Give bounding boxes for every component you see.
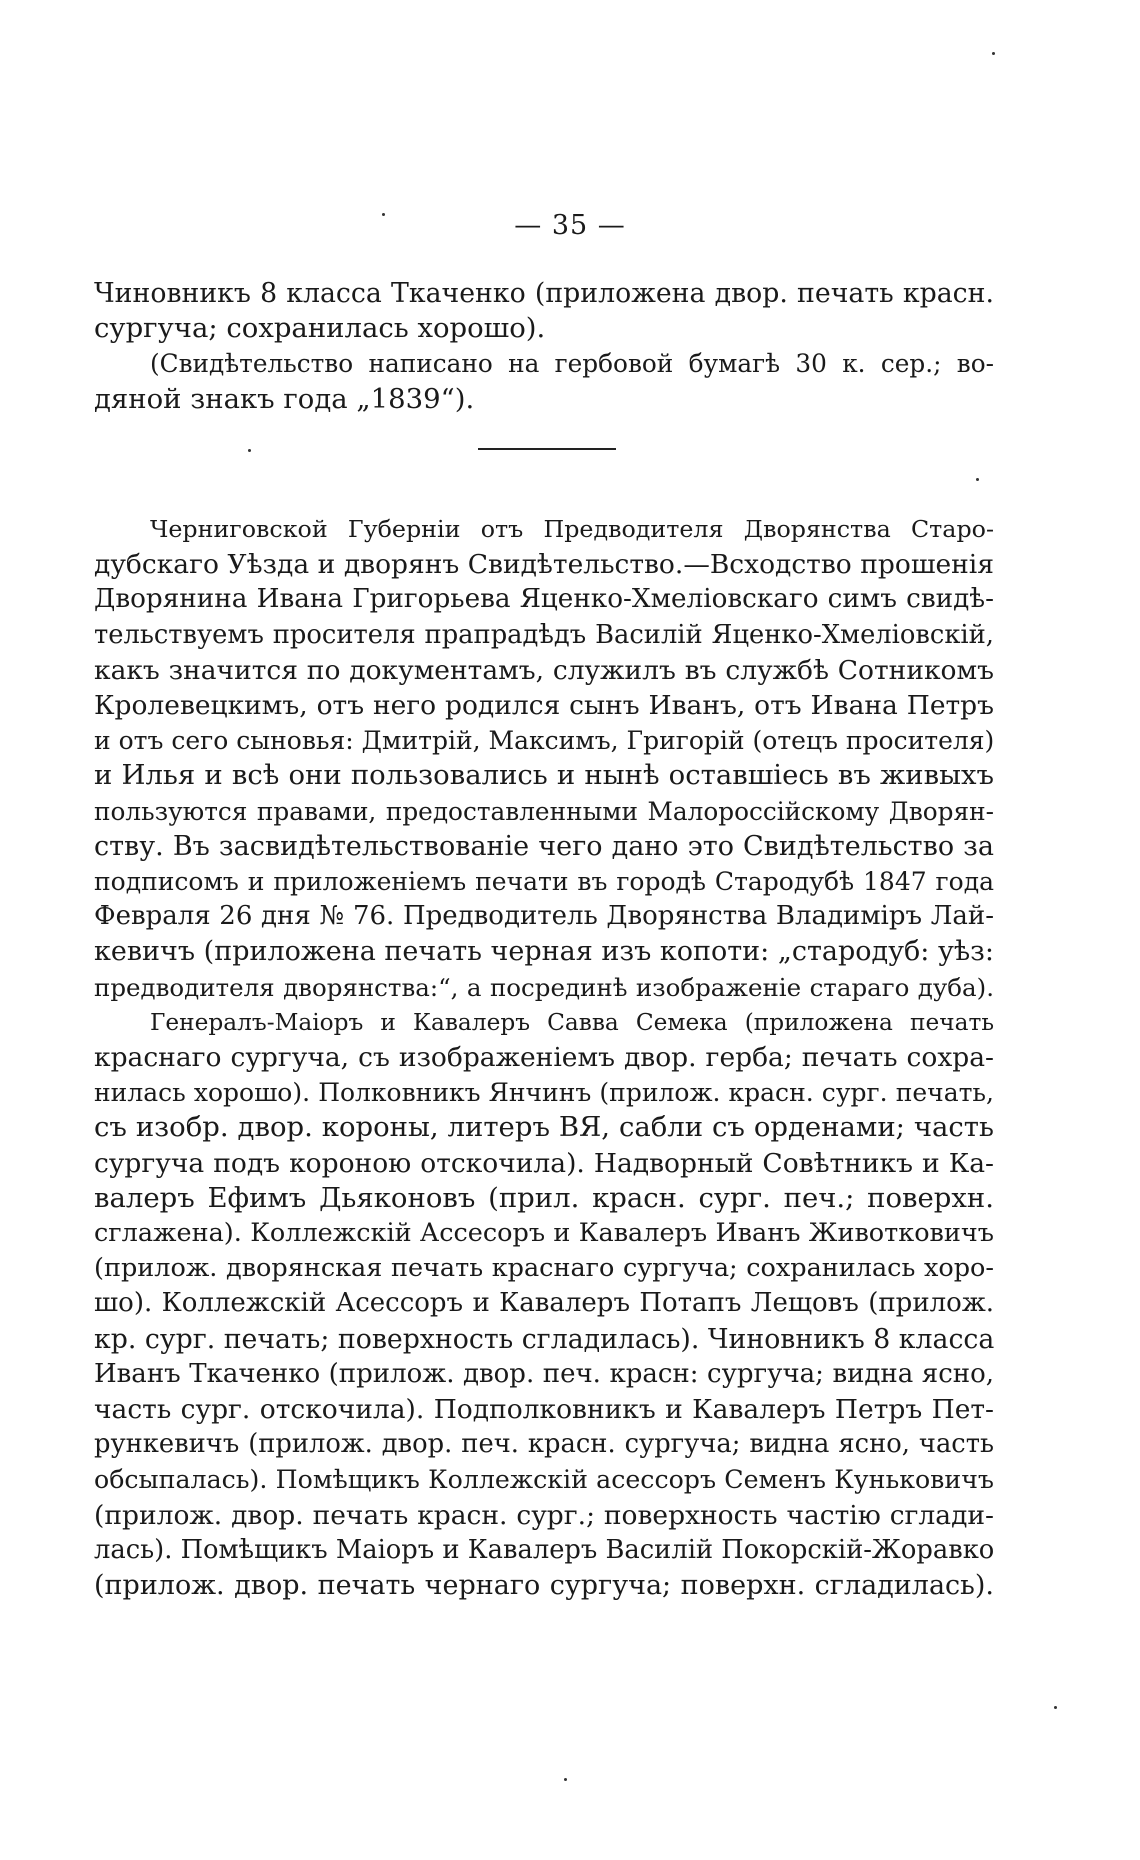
text-line: (прилож. двор. печать чернаго сургуча; поверхн. сгладилась). (94, 1570, 994, 1602)
paragraph-chernigov-certificate (94, 512, 994, 1603)
text-line: Кролевецкимъ, отъ него родился сынъ Иванъ, отъ Ивана Петръ (94, 690, 994, 722)
text-line: (прилож. двор. печать красн. сург.; поверхность частію сглади- (94, 1499, 994, 1531)
scan-speck (564, 1778, 567, 1781)
text-line: обсыпалась). Помѣщикъ Коллежскій асессоръ Семенъ Куньковичъ (94, 1465, 994, 1495)
text-line: рункевичъ (прилож. двор. печ. красн. сургуча; видна ясно, часть (94, 1429, 994, 1460)
paragraph-certificate-end (94, 276, 994, 417)
text-line: Чиновникъ 8 класса Ткаченко (приложена двор. печать красн. (94, 278, 994, 309)
text-line: краснаго сургуча, съ изображеніемъ двор. герба; печать сохра- (94, 1042, 994, 1074)
text-line: предводителя дворянства:“, а посрединѣ изображеніе стараго дуба). (94, 972, 994, 1002)
text-line: кр. сург. печать; поверхность сгладилась). Чиновникъ 8 класса (94, 1323, 995, 1355)
text-line: дяной знакъ года „1839“). (94, 382, 475, 415)
scan-speck (992, 52, 995, 55)
text-line: Черниговской Губерніи отъ Предводителя Дворянства Старо- (150, 515, 994, 543)
text-line: сургуча; сохранилась хорошо). (94, 312, 546, 345)
section-separator (478, 448, 616, 450)
text-line: съ изобр. двор. короны, литеръ ВЯ, сабли съ орденами; часть (94, 1111, 994, 1144)
text-line: и Илья и всѣ они пользовались и нынѣ оставшіесь въ живыхъ (94, 759, 994, 792)
text-line: сглажена). Коллежскій Ассесоръ и Кавалеръ Иванъ Животковичъ (94, 1218, 994, 1249)
text-line: валеръ Ефимъ Дьяконовъ (прил. красн. сург. печ.; поверхн. (94, 1181, 994, 1214)
scan-speck (382, 213, 385, 216)
text-line: Генералъ-Маіоръ и Кавалеръ Савва Семека (приложена печать (150, 1008, 994, 1036)
text-line: какъ значится по документамъ, служилъ въ службѣ Сотникомъ (94, 654, 994, 686)
text-line: тельствуемъ просителя прапрадѣдъ Василій Яценко-Хмеліовскій, (94, 619, 994, 650)
scan-speck (976, 478, 979, 481)
text-line: часть сург. отскочила). Подполковникъ и Кавалеръ Петръ Пет- (94, 1394, 994, 1426)
text-line: пользуются правами, предоставленными Малороссійскому Дворян- (94, 796, 994, 826)
page-number: — 35 — (514, 210, 626, 241)
text-line: сургуча подъ короною отскочила). Надворный Совѣтникъ и Ка- (94, 1147, 994, 1179)
text-line: (Свидѣтельство написано на гербовой бумагѣ 30 к. сер.; во- (150, 349, 994, 379)
text-line: кевичъ (приложена печать черная изъ копоти: „стародуб: уѣз: (94, 936, 994, 968)
text-line: нилась хорошо). Полковникъ Янчинъ (прилож. красн. сург. печать, (94, 1078, 994, 1108)
text-line: Дворянина Ивана Григорьева Яценко-Хмеліовскаго симъ свидѣ- (94, 584, 994, 615)
text-line: Февраля 26 дня № 76. Предводитель Дворянства Владиміръ Лай- (94, 901, 994, 932)
text-line: и отъ сего сыновья: Дмитрій, Максимъ, Григорій (отецъ просителя) (94, 726, 995, 756)
text-line: Иванъ Ткаченко (прилож. двор. печ. красн: сургуча; видна ясно, (94, 1358, 994, 1389)
text-line: ству. Въ засвидѣтельствованіе чего дано это Свидѣтельство за (94, 830, 994, 862)
text-line: (прилож. дворянская печать краснаго сургуча; сохранилась хоро- (94, 1253, 994, 1284)
text-line: дубскаго Уѣзда и дворянъ Свидѣтельство.—Всходство прошенія (94, 549, 994, 581)
scan-speck (1054, 1706, 1057, 1709)
text-line: лась). Помѣщикъ Маіоръ и Кавалеръ Василій Покорскій-Жоравко (94, 1534, 995, 1565)
text-line: подписомъ и приложеніемъ печати въ городѣ Стародубѣ 1847 года (94, 867, 994, 897)
text-line: шо). Коллежскій Асессоръ и Кавалеръ Потапъ Лещовъ (прилож. (94, 1288, 994, 1319)
scan-speck (248, 449, 251, 452)
